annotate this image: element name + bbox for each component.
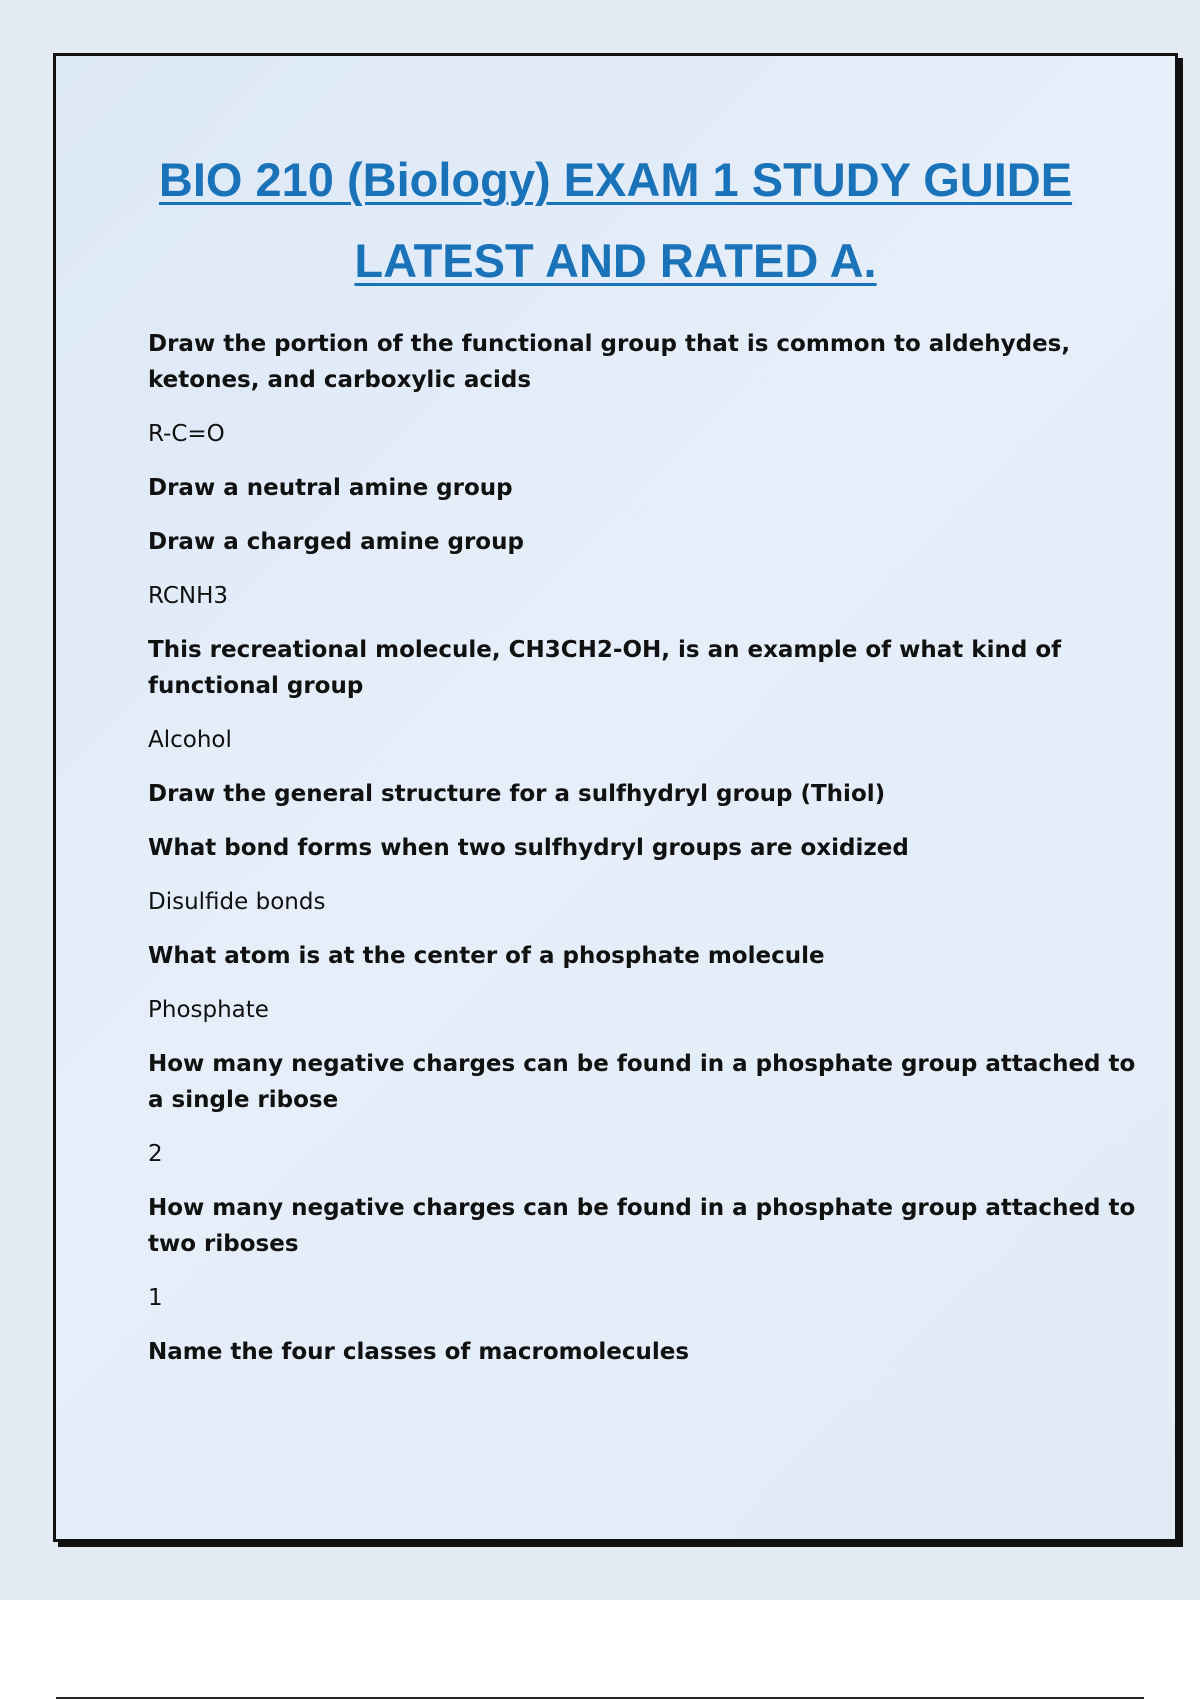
- study-guide-content: [148, 326, 1138, 1388]
- question-2: Draw a neutral amine group: [148, 475, 513, 501]
- question-10: Name the four classes of macromolecules: [148, 1339, 690, 1365]
- answer-7: Phosphate: [148, 997, 269, 1023]
- answer-4: Alcohol: [148, 727, 232, 753]
- question-6: What bond forms when two sulfhydryl groups are oxidized: [148, 835, 909, 861]
- question-1: Draw the portion of the functional group that is common to aldehydes, ketones, and carboxylic acids: [148, 331, 1071, 393]
- question-5: Draw the general structure for a sulfhydryl group (Thiol): [148, 781, 886, 807]
- answer-3: RCNH3: [148, 583, 229, 609]
- document-title-line-2: LATEST AND RATED A.: [354, 234, 877, 287]
- question-9: How many negative charges can be found in a phosphate group attached to two riboses: [148, 1195, 1136, 1257]
- question-8: How many negative charges can be found in a phosphate group attached to a single ribose: [148, 1051, 1136, 1113]
- answer-9: 1: [148, 1285, 163, 1311]
- footer-divider: [56, 1697, 1144, 1699]
- answer-8: 2: [148, 1141, 163, 1167]
- document-frame: [53, 53, 1178, 1542]
- answer-1: R-C=O: [148, 421, 225, 447]
- question-7: What atom is at the center of a phosphate molecule: [148, 943, 825, 969]
- question-3: Draw a charged amine group: [148, 529, 524, 555]
- document-title-line-1: BIO 210 (Biology) EXAM 1 STUDY GUIDE: [158, 153, 1073, 206]
- answer-6: Disulfide bonds: [148, 889, 326, 915]
- question-4: This recreational molecule, CH3CH2-OH, is an example of what kind of functional group: [148, 637, 1062, 699]
